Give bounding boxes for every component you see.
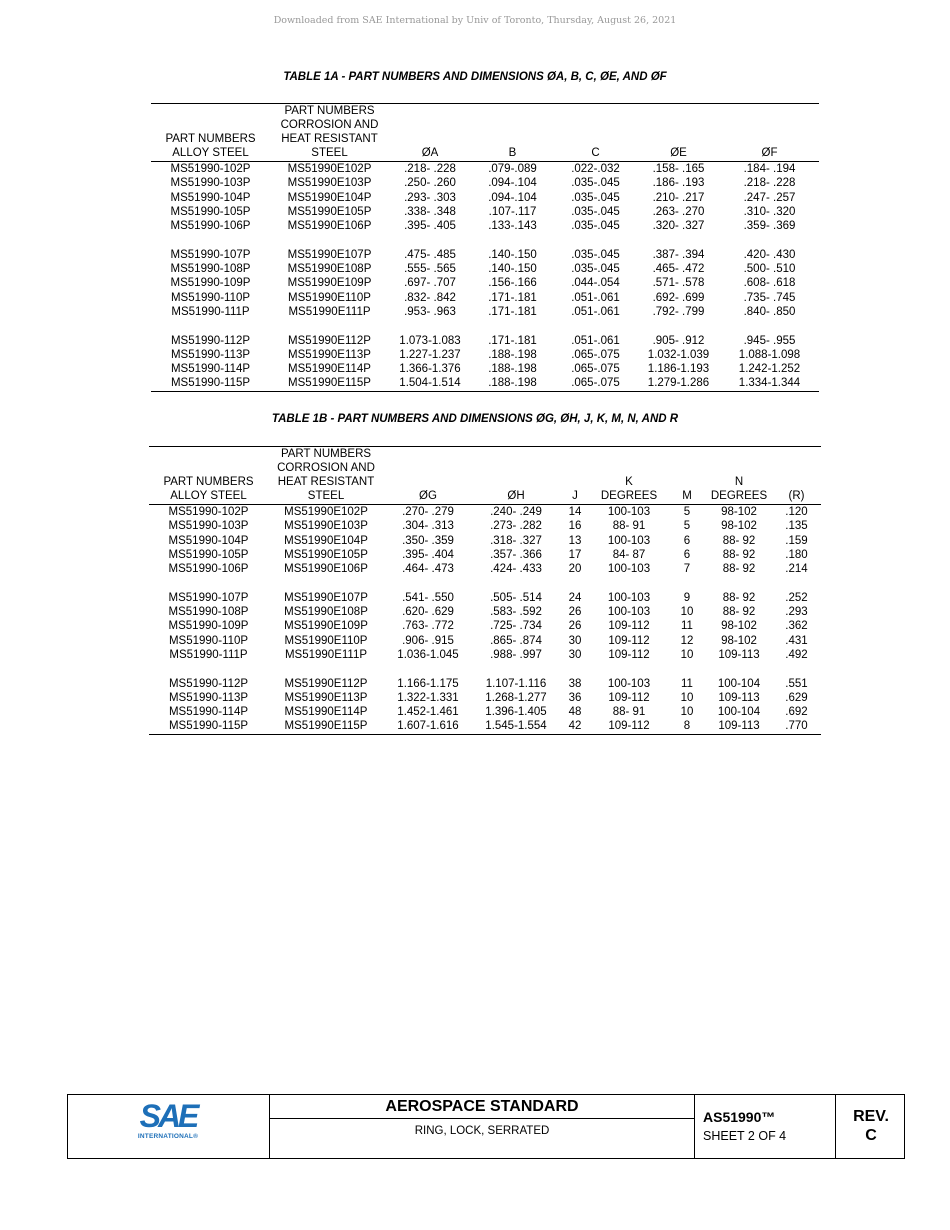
table-row: [149, 605, 821, 619]
table-cell: .551: [785, 677, 808, 690]
table-cell: 100-103: [607, 606, 651, 619]
table-cell: .035-.045: [571, 220, 620, 233]
table-row: [151, 291, 819, 305]
table-row: [149, 719, 821, 734]
table-cell: .252: [785, 591, 808, 604]
table-cell: MS51990E114P: [288, 363, 371, 376]
table-cell: .420- .430: [743, 248, 796, 261]
table-cell: MS51990-109P: [170, 277, 251, 290]
table-cell: MS51990-114P: [168, 706, 249, 719]
table-row: [151, 305, 819, 319]
table-cell: MS51990-104P: [168, 534, 249, 547]
table-cell: .424- .433: [490, 563, 542, 576]
table-cell: MS51990-102P: [168, 506, 249, 518]
table-cell: .792- .799: [652, 305, 705, 318]
table-cell: 42: [568, 720, 582, 733]
col-header-n: N DEGREES: [706, 447, 772, 505]
table-cell: .350- .359: [402, 534, 454, 547]
table-cell: MS51990E102P: [287, 163, 372, 175]
table-cell: 48: [568, 706, 582, 719]
table-cell: 1.396-1.405: [485, 706, 547, 719]
table-cell: .293: [785, 606, 808, 619]
table-cell: 98-102: [721, 634, 757, 647]
table-cell: .065-.075: [571, 377, 620, 390]
table-row: [149, 619, 821, 633]
standard-subject: RING, LOCK, SERRATED: [414, 1125, 550, 1137]
table-cell: .094-.104: [488, 191, 537, 204]
table-cell: .133-.143: [488, 220, 537, 233]
table-cell: 109-113: [718, 648, 760, 661]
table-cell: 1.504-1.514: [399, 377, 461, 390]
table-cell: MS51990E110P: [288, 291, 371, 304]
table-cell: .188-.198: [488, 363, 537, 376]
table-cell: MS51990-112P: [170, 334, 251, 347]
table-cell: 10: [680, 706, 694, 719]
table-row: [151, 348, 819, 362]
table-cell: 14: [568, 506, 582, 518]
table-cell: .156-.166: [488, 277, 537, 290]
table-cell: .320- .327: [652, 220, 705, 233]
table-row: [151, 276, 819, 290]
table-row: [151, 176, 819, 190]
table-cell: 11: [681, 677, 693, 690]
table-cell: MS51990-106P: [168, 563, 249, 576]
table-cell: .140-.150: [488, 263, 537, 276]
table-cell: .395- .405: [404, 220, 456, 233]
table-cell: .338- .348: [404, 205, 456, 218]
table-row: [151, 205, 819, 219]
table-cell: 10: [680, 606, 694, 619]
table-cell: .953- .963: [404, 305, 456, 318]
table-cell: 88- 92: [722, 591, 756, 604]
table-cell: MS51990E105P: [284, 548, 368, 561]
table-cell: 84- 87: [612, 548, 646, 561]
table-cell: .988- .997: [490, 648, 542, 661]
table-cell: .159: [785, 534, 808, 547]
table-cell: 100-104: [717, 706, 761, 719]
table-cell: 100-103: [607, 677, 651, 690]
table-cell: .218- .228: [743, 177, 796, 190]
table-cell: 1.279-1.286: [647, 377, 710, 390]
table-cell: .362: [785, 620, 808, 633]
table-cell: MS51990E115P: [288, 377, 371, 390]
table-cell: 1.545-1.554: [485, 720, 547, 733]
table-row: [151, 248, 819, 262]
table-1a-title: TABLE 1A - PART NUMBERS AND DIMENSIONS ØA, B, C, ØE, AND ØF: [283, 71, 667, 83]
table-cell: 98-102: [721, 620, 757, 633]
table-cell: .735- .745: [743, 291, 796, 304]
table-cell: .094-.104: [488, 177, 537, 190]
table-row: [149, 548, 821, 562]
table-cell: 1.366-1.376: [399, 363, 461, 376]
table-cell: 1.107-1.116: [485, 677, 547, 690]
table-cell: MS51990E110P: [284, 634, 368, 647]
table-cell: MS51990-107P: [168, 591, 249, 604]
table-cell: 1.036-1.045: [397, 648, 459, 661]
table-cell: 109-112: [608, 720, 650, 733]
table-cell: .763- .772: [402, 620, 454, 633]
table-1b-body: [149, 505, 821, 735]
col-header-crs-steel: PART NUMBERS CORROSION AND HEAT RESISTANT STEEL: [268, 447, 384, 505]
table-cell: MS51990-115P: [170, 377, 251, 390]
table-cell: 98-102: [721, 520, 757, 533]
table-cell: .214: [785, 563, 808, 576]
table-cell: .140-.150: [488, 248, 537, 261]
table-cell: .629: [785, 691, 808, 704]
table-cell: .310- .320: [743, 205, 796, 218]
table-cell: MS51990E111P: [284, 648, 368, 661]
table-row: [151, 162, 819, 177]
table-cell: 17: [568, 548, 582, 561]
table-cell: 1.242-1.252: [738, 363, 801, 376]
table-cell: .270- .279: [402, 506, 454, 518]
row-spacer: [151, 233, 819, 247]
table-cell: 88- 91: [612, 706, 646, 719]
table-row: [149, 519, 821, 533]
table-cell: 30: [568, 634, 582, 647]
rev-cell: [836, 1095, 906, 1158]
table-cell: 1.073-1.083: [399, 334, 461, 347]
table-cell: MS51990-110P: [168, 634, 249, 647]
table-cell: .051-.061: [571, 305, 620, 318]
document-number: AS51990™: [703, 1109, 776, 1125]
table-cell: 9: [683, 591, 691, 604]
table-cell: 24: [568, 591, 582, 604]
table-cell: 36: [568, 691, 582, 704]
table-cell: MS51990-110P: [170, 291, 251, 304]
table-cell: .171-.181: [488, 305, 537, 318]
table-row: [149, 648, 821, 662]
table-cell: MS51990E111P: [288, 305, 371, 318]
col-header-b: B: [471, 104, 554, 162]
table-cell: .218- .228: [404, 163, 456, 175]
table-cell: MS51990-109P: [168, 620, 249, 633]
table-row: [151, 376, 819, 391]
table-cell: 88- 92: [722, 606, 756, 619]
table-row: [151, 262, 819, 276]
table-cell: 5: [683, 520, 691, 533]
table-cell: 100-104: [717, 677, 761, 690]
table-cell: .505- .514: [490, 591, 542, 604]
col-header-k: K DEGREES: [590, 447, 668, 505]
table-cell: MS51990E106P: [287, 220, 372, 233]
table-cell: 6: [683, 534, 691, 547]
col-header-j: J: [560, 447, 590, 505]
table-cell: 1.268-1.277: [485, 691, 547, 704]
table-cell: .571- .578: [652, 277, 705, 290]
table-cell: .620- .629: [402, 606, 454, 619]
table-cell: MS51990-108P: [168, 606, 249, 619]
table-cell: .188-.198: [488, 377, 537, 390]
table-cell: MS51990E112P: [288, 334, 371, 347]
table-row: [151, 362, 819, 376]
table-cell: .035-.045: [571, 191, 620, 204]
table-cell: .135: [785, 520, 808, 533]
table-cell: .186- .193: [652, 177, 705, 190]
table-cell: MS51990E102P: [284, 506, 368, 518]
table-cell: 6: [683, 548, 691, 561]
table-cell: .188-.198: [488, 348, 537, 361]
table-cell: MS51990E114P: [284, 706, 368, 719]
table-cell: MS51990E103P: [284, 520, 368, 533]
table-cell: MS51990E103P: [287, 177, 372, 190]
table-cell: .293- .303: [404, 191, 456, 204]
standard-title: AEROSPACE STANDARD: [270, 1095, 694, 1119]
table-row: [149, 691, 821, 705]
table-cell: MS51990E109P: [287, 277, 372, 290]
col-header-a: ØA: [389, 104, 471, 162]
table-cell: 100-103: [607, 591, 651, 604]
table-cell: 30: [568, 648, 582, 661]
table-cell: MS51990-111P: [169, 648, 248, 661]
table-cell: 10: [680, 648, 694, 661]
table-cell: MS51990E108P: [284, 606, 368, 619]
table-cell: 109-112: [608, 634, 650, 647]
table-cell: MS51990-105P: [168, 548, 249, 561]
table-cell: .035-.045: [571, 248, 620, 261]
col-header-alloy-steel: PART NUMBERS ALLOY STEEL: [149, 447, 268, 505]
table-cell: MS51990-112P: [168, 677, 249, 690]
table-cell: MS51990E104P: [287, 191, 372, 204]
table-cell: 98-102: [721, 506, 757, 518]
col-header-r: (R): [772, 447, 821, 505]
table-cell: 109-113: [718, 720, 760, 733]
table-row: [151, 191, 819, 205]
table-cell: 8: [683, 720, 691, 733]
table-row: [149, 705, 821, 719]
table-cell: 7: [683, 563, 691, 576]
table-cell: .387- .394: [652, 248, 705, 261]
table-cell: MS51990-103P: [168, 520, 249, 533]
table-cell: .044-.054: [571, 277, 620, 290]
table-cell: MS51990-113P: [170, 348, 251, 361]
col-header-alloy-steel: PART NUMBERS ALLOY STEEL: [151, 104, 270, 162]
table-cell: .359- .369: [743, 220, 796, 233]
table-cell: .906- .915: [402, 634, 454, 647]
table-cell: .357- .366: [490, 548, 542, 561]
table-cell: .475- .485: [404, 248, 456, 261]
table-cell: .273- .282: [490, 520, 542, 533]
table-cell: 1.166-1.175: [397, 677, 459, 690]
table-cell: .945- .955: [743, 334, 796, 347]
table-cell: .107-.117: [488, 205, 537, 218]
table-cell: .035-.045: [571, 205, 620, 218]
table-cell: 109-112: [608, 620, 650, 633]
table-cell: 16: [568, 520, 582, 533]
table-cell: MS51990-107P: [170, 248, 251, 261]
table-cell: MS51990-104P: [170, 191, 251, 204]
table-cell: .263- .270: [652, 205, 705, 218]
table-cell: .464- .473: [402, 563, 454, 576]
table-cell: 88- 92: [722, 563, 756, 576]
title-block: [67, 1094, 905, 1159]
table-cell: .304- .313: [402, 520, 454, 533]
col-header-f: ØF: [720, 104, 819, 162]
table-cell: .065-.075: [571, 363, 620, 376]
table-cell: .840- .850: [743, 305, 796, 318]
title-cell: [270, 1095, 695, 1158]
table-cell: .051-.061: [571, 291, 620, 304]
table-cell: .608- .618: [743, 277, 796, 290]
doc-cell: [695, 1095, 836, 1158]
table-cell: 10: [680, 691, 694, 704]
table-cell: .035-.045: [571, 263, 620, 276]
table-cell: .065-.075: [571, 348, 620, 361]
sheet-number: SHEET 2 OF 4: [703, 1129, 787, 1143]
col-header-h: ØH: [472, 447, 560, 505]
col-header-crs-steel: PART NUMBERS CORROSION AND HEAT RESISTANT STEEL: [270, 104, 389, 162]
table-cell: 100-103: [607, 534, 651, 547]
table-cell: .465- .472: [652, 263, 705, 276]
table-1b: [149, 446, 821, 735]
table-cell: MS51990-108P: [170, 263, 251, 276]
table-cell: .583- .592: [490, 606, 542, 619]
table-cell: .431: [785, 634, 808, 647]
table-cell: MS51990-111P: [171, 305, 250, 318]
revision: REV. C: [853, 1108, 889, 1144]
table-cell: .905- .912: [652, 334, 705, 347]
table-cell: 1.032-1.039: [647, 348, 710, 361]
table-cell: 12: [680, 634, 694, 647]
row-spacer: [149, 662, 821, 676]
table-1b-title: TABLE 1B - PART NUMBERS AND DIMENSIONS ØG, ØH, J, K, M, N, AND R: [271, 413, 679, 425]
table-cell: MS51990-102P: [170, 163, 251, 175]
table-cell: .541- .550: [402, 591, 454, 604]
row-spacer: [149, 576, 821, 590]
table-cell: .692: [785, 706, 808, 719]
table-cell: .250- .260: [404, 177, 456, 190]
table-cell: .770: [785, 720, 808, 733]
table-cell: 13: [568, 534, 582, 547]
table-cell: .832- .842: [404, 291, 456, 304]
table-cell: .051-.061: [571, 334, 620, 347]
table-cell: .184- .194: [743, 163, 796, 175]
table-1a-body: [151, 162, 819, 392]
table-row: [149, 677, 821, 691]
table-cell: 1.227-1.237: [399, 348, 461, 361]
table-cell: .210- .217: [652, 191, 705, 204]
table-cell: MS51990E109P: [284, 620, 368, 633]
table-cell: MS51990E113P: [288, 348, 371, 361]
table-cell: .022-.032: [571, 163, 620, 175]
table-1a: [151, 103, 819, 392]
table-cell: .035-.045: [571, 177, 620, 190]
table-cell: MS51990E104P: [284, 534, 368, 547]
table-row: [151, 334, 819, 348]
table-cell: 1.334-1.344: [738, 377, 801, 390]
sae-logo: SAE INTERNATIONAL®: [137, 1098, 199, 1140]
col-header-g: ØG: [384, 447, 472, 505]
table-cell: .079-.089: [488, 163, 537, 175]
table-cell: MS51990-114P: [170, 363, 251, 376]
table-cell: MS51990E113P: [284, 691, 368, 704]
table-cell: MS51990E107P: [284, 591, 368, 604]
table-cell: .171-.181: [488, 334, 537, 347]
table-cell: .395- .404: [402, 548, 454, 561]
col-header-c: C: [554, 104, 637, 162]
table-cell: .492: [785, 648, 808, 661]
table-cell: MS51990-115P: [168, 720, 249, 733]
table-cell: .865- .874: [490, 634, 542, 647]
table-cell: .555- .565: [404, 263, 456, 276]
table-cell: .240- .249: [490, 506, 542, 518]
table-cell: 100-103: [607, 563, 651, 576]
table-cell: 88- 92: [722, 548, 756, 561]
table-cell: MS51990E112P: [284, 677, 368, 690]
table-cell: .180: [785, 548, 808, 561]
table-cell: MS51990E106P: [284, 563, 368, 576]
table-cell: 26: [568, 606, 582, 619]
table-cell: .171-.181: [488, 291, 537, 304]
table-cell: 88- 92: [722, 534, 756, 547]
table-cell: MS51990-113P: [168, 691, 249, 704]
table-cell: 11: [681, 620, 693, 633]
table-cell: 20: [568, 563, 582, 576]
table-cell: 1.088-1.098: [738, 348, 801, 361]
table-cell: MS51990E105P: [287, 205, 372, 218]
table-cell: .120: [785, 506, 808, 518]
table-cell: MS51990-105P: [170, 205, 251, 218]
table-row: [149, 505, 821, 520]
table-cell: 100-103: [607, 506, 651, 518]
table-cell: MS51990E115P: [284, 720, 368, 733]
table-cell: 1.186-1.193: [647, 363, 710, 376]
table-cell: .247- .257: [743, 191, 796, 204]
table-row: [149, 562, 821, 576]
download-note: Downloaded from SAE International by Univ of Toronto, Thursday, August 26, 2021: [273, 15, 677, 26]
table-cell: 88- 91: [612, 520, 646, 533]
table-cell: 1.607-1.616: [397, 720, 459, 733]
table-cell: MS51990-106P: [170, 220, 251, 233]
table-cell: .500- .510: [743, 263, 796, 276]
table-cell: .158- .165: [652, 163, 705, 175]
table-cell: 109-113: [718, 691, 760, 704]
row-spacer: [151, 319, 819, 333]
table-cell: 5: [683, 506, 691, 518]
table-cell: 26: [568, 620, 582, 633]
table-row: [149, 534, 821, 548]
col-header-m: M: [668, 447, 706, 505]
table-cell: .697- .707: [404, 277, 456, 290]
table-cell: 1.322-1.331: [397, 691, 459, 704]
table-cell: 1.452-1.461: [397, 706, 459, 719]
table-cell: .725- .734: [490, 620, 542, 633]
table-cell: MS51990E108P: [287, 263, 372, 276]
table-row: [149, 634, 821, 648]
table-row: [151, 219, 819, 233]
table-cell: MS51990E107P: [287, 248, 372, 261]
table-cell: .318- .327: [490, 534, 542, 547]
table-cell: 38: [568, 677, 582, 690]
col-header-e: ØE: [637, 104, 720, 162]
logo-cell: [68, 1095, 270, 1158]
table-cell: 109-112: [608, 648, 650, 661]
table-cell: MS51990-103P: [170, 177, 251, 190]
table-cell: .692- .699: [652, 291, 705, 304]
table-row: [149, 591, 821, 605]
table-cell: 109-112: [608, 691, 650, 704]
